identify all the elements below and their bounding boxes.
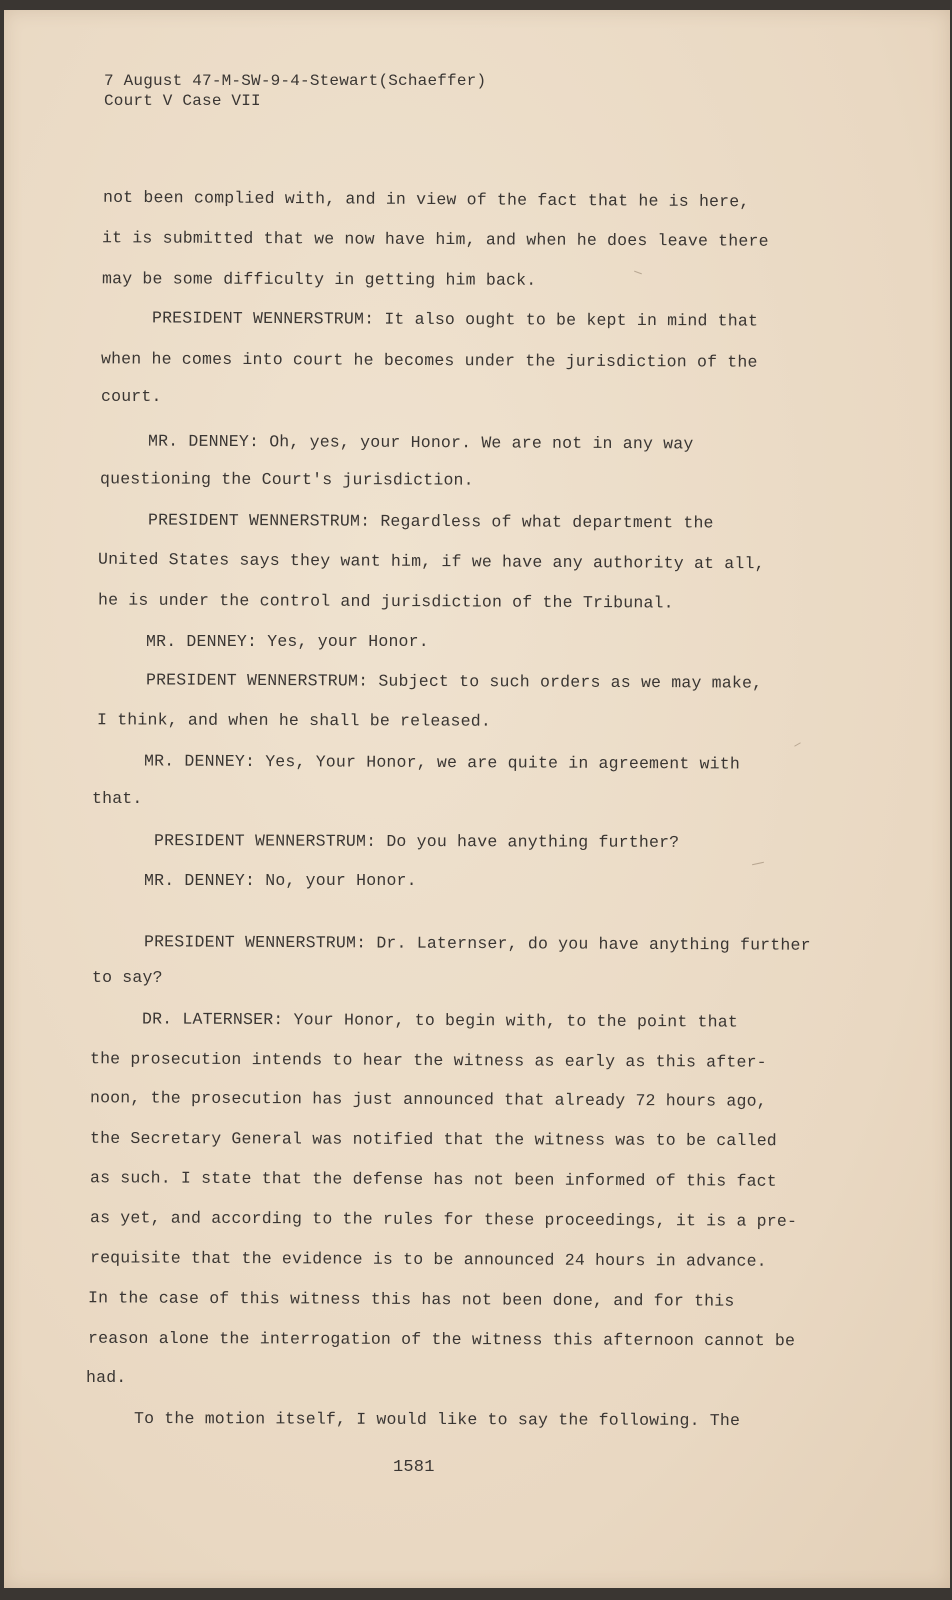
header-date-docref: 7 August 47-M-SW-9-4-Stewart(Schaeffer) bbox=[104, 72, 487, 90]
text-line: questioning the Court's jurisdiction. bbox=[99, 469, 474, 490]
paper-mark bbox=[794, 742, 801, 746]
paper-mark bbox=[634, 271, 642, 275]
text-line: MR. DENNEY: Yes, Your Honor, we are quite in agreement with bbox=[143, 751, 741, 774]
text-line: that. bbox=[92, 789, 143, 808]
text-line: MR. DENNEY: No, your Honor. bbox=[144, 871, 417, 890]
text-line: the prosecution intends to hear the witness as early as this after- bbox=[89, 1049, 767, 1072]
text-line: had. bbox=[86, 1368, 127, 1387]
header-court-case: Court V Case VII bbox=[104, 92, 261, 110]
text-line: DR. LATERNSER: Your Honor, to begin with, to the point that bbox=[141, 1009, 739, 1032]
text-line: to say? bbox=[92, 968, 163, 987]
text-line: PRESIDENT WENNERSTRUM: Dr. Laternser, do you have anything further bbox=[143, 932, 811, 955]
text-line: he is under the control and jurisdiction of the Tribunal. bbox=[97, 590, 674, 613]
text-line: the Secretary General was notified that the witness was to be called bbox=[89, 1128, 777, 1151]
paper-mark bbox=[752, 862, 764, 865]
text-line: PRESIDENT WENNERSTRUM: Regardless of what department the bbox=[147, 510, 714, 533]
text-line: PRESIDENT WENNERSTRUM: It also ought to be kept in mind that bbox=[151, 308, 759, 331]
text-line: PRESIDENT WENNERSTRUM: Do you have anything further? bbox=[153, 831, 680, 852]
text-line: In the case of this witness this has not been done, and for this bbox=[87, 1288, 735, 1311]
text-line: as such. I state that the defense has not been informed of this fact bbox=[89, 1168, 777, 1191]
text-line: To the motion itself, I would like to say the following. The bbox=[133, 1408, 741, 1431]
text-line: court. bbox=[101, 387, 162, 406]
text-line: may be some difficulty in getting him back. bbox=[101, 269, 537, 290]
document-page bbox=[4, 10, 950, 1588]
text-line: I think, and when he shall be released. bbox=[96, 710, 492, 731]
text-line: as yet, and according to the rules for these proceedings, it is a pre- bbox=[89, 1208, 798, 1231]
text-line: when he comes into court he becomes under the jurisdiction of the bbox=[100, 349, 758, 372]
text-line: it is submitted that we now have him, and when he does leave there bbox=[101, 228, 769, 251]
text-line: not been complied with, and in view of the fact that he is here, bbox=[102, 187, 750, 212]
text-line: MR. DENNEY: Yes, your Honor. bbox=[146, 632, 429, 651]
text-line: requisite that the evidence is to be announced 24 hours in advance. bbox=[89, 1248, 767, 1271]
text-line: MR. DENNEY: Oh, yes, your Honor. We are not in any way bbox=[147, 431, 694, 454]
text-line: noon, the prosecution has just announced that already 72 hours ago, bbox=[89, 1088, 767, 1111]
text-line: PRESIDENT WENNERSTRUM: Subject to such orders as we may make, bbox=[145, 670, 763, 693]
page-number: 1581 bbox=[393, 1458, 435, 1477]
text-line: United States says they want him, if we have any authority at all, bbox=[97, 549, 765, 574]
text-line: reason alone the interrogation of the witness this afternoon cannot be bbox=[87, 1328, 796, 1351]
